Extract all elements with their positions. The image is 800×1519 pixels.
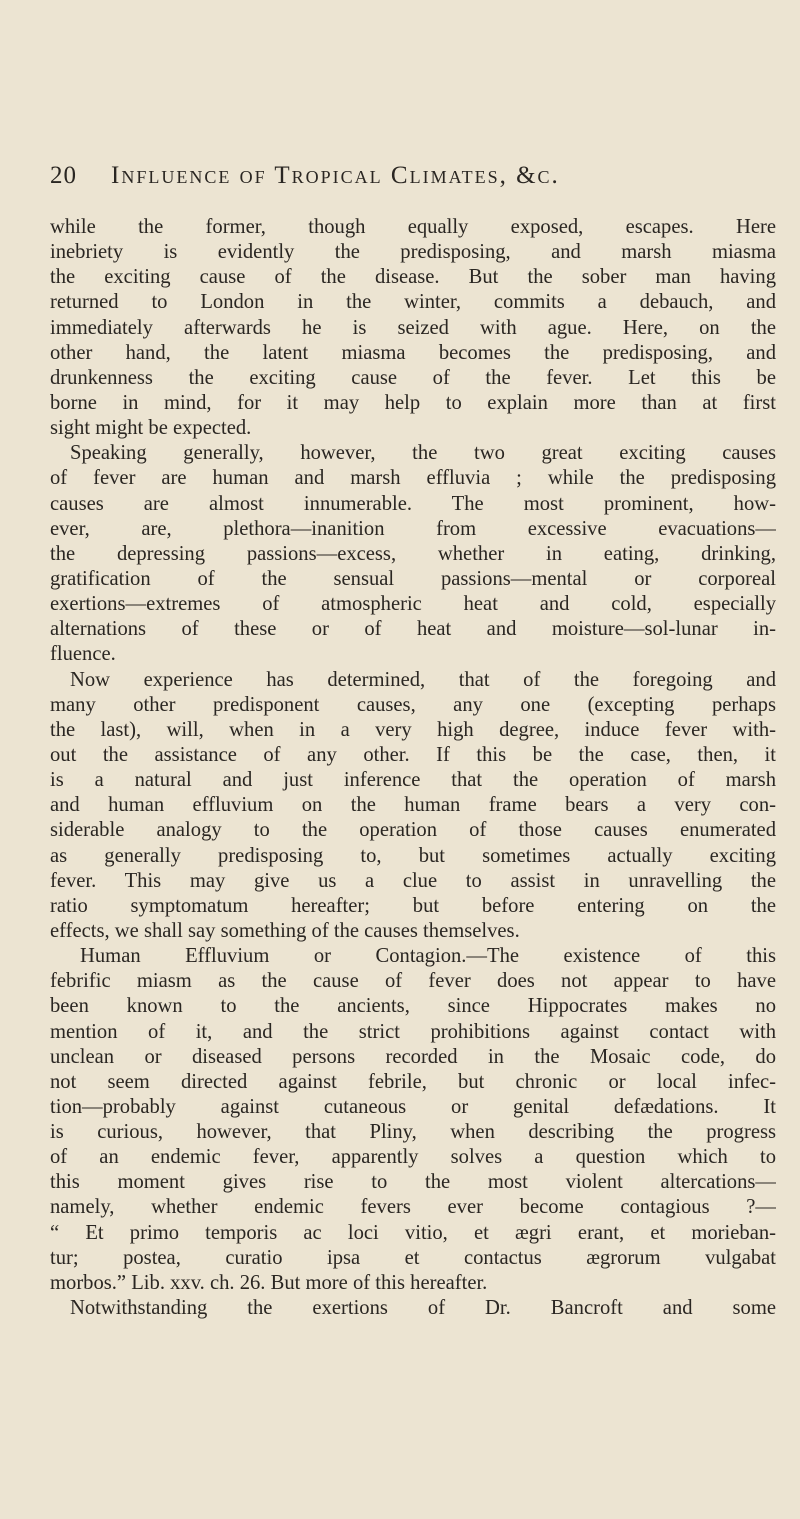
text-line: Now experience has determined, that of the foregoing and	[70, 668, 776, 691]
text-line: ever, are, plethora—inanition from excessive evacuations—	[50, 517, 776, 540]
text-line: many other predisponent causes, any one (excepting perhaps	[50, 693, 776, 716]
text-line: returned to London in the winter, commits a debauch, and	[50, 291, 776, 314]
text-line: mention of it, and the strict prohibitions against contact with	[50, 1020, 776, 1043]
text-line: borne in mind, for it may help to explain more than at first	[50, 391, 776, 414]
text-line: alternations of these or of heat and moisture—sol-lunar in-	[50, 618, 776, 641]
text-line: out the assistance of any other. If this be the case, then, it	[50, 743, 776, 766]
text-line: effects, we shall say something of the causes themselves.	[50, 919, 520, 942]
text-line: sight might be expected.	[50, 417, 252, 440]
text-line: febrific miasm as the cause of fever does not appear to have	[50, 970, 776, 993]
page-number: 20	[50, 162, 77, 189]
text-line: tur; postea, curatio ipsa et contactus ægrorum vulgabat	[50, 1246, 776, 1269]
text-line: not seem directed against febrile, but chronic or local infec-	[50, 1070, 776, 1093]
text-line: namely, whether endemic fevers ever become contagious ?—	[50, 1196, 776, 1219]
text-line: is curious, however, that Pliny, when describing the progress	[50, 1121, 776, 1144]
body-text	[50, 215, 776, 1321]
text-line: exertions—extremes of atmospheric heat and cold, especially	[50, 593, 776, 616]
text-line: unclean or diseased persons recorded in the Mosaic code, do	[50, 1045, 776, 1068]
text-line: the last), will, when in a very high degree, induce fever with-	[50, 718, 776, 741]
text-line: drunkenness the exciting cause of the fever. Let this be	[50, 366, 776, 389]
text-line: as generally predisposing to, but sometimes actually exciting	[50, 844, 776, 867]
text-line: the depressing passions—excess, whether in eating, drinking,	[50, 542, 776, 565]
text-line: fluence.	[50, 643, 116, 666]
text-line: ratio symptomatum hereafter; but before entering on the	[50, 894, 776, 917]
text-line: “ Et primo temporis ac loci vitio, et ægri erant, et morieban-	[50, 1221, 776, 1244]
text-line: siderable analogy to the operation of those causes enumerated	[50, 819, 776, 842]
text-line: Notwithstanding the exertions of Dr. Bancroft and some	[70, 1297, 776, 1320]
text-line: and human effluvium on the human frame bears a very con-	[50, 794, 776, 817]
running-title: Influence of Tropical Climates, &c.	[111, 162, 560, 189]
text-line: of fever are human and marsh effluvia ; while the predisposing	[50, 467, 776, 490]
text-line: Speaking generally, however, the two great exciting causes	[70, 442, 776, 465]
running-head	[50, 162, 776, 194]
text-line: other hand, the latent miasma becomes the predisposing, and	[50, 341, 776, 364]
text-line: morbos.” Lib. xxv. ch. 26. But more of this hereafter.	[50, 1271, 488, 1294]
text-line: while the former, though equally exposed, escapes. Here	[50, 216, 776, 238]
text-line: this moment gives rise to the most violent altercations—	[50, 1171, 776, 1194]
text-line: fever. This may give us a clue to assist in unravelling the	[50, 869, 776, 892]
text-line: inebriety is evidently the predisposing, and marsh miasma	[50, 241, 776, 264]
text-line: gratification of the sensual passions—mental or corporeal	[50, 567, 776, 590]
text-line: the exciting cause of the disease. But the sober man having	[50, 266, 776, 289]
text-line: immediately afterwards he is seized with ague. Here, on the	[50, 316, 776, 339]
text-line: causes are almost innumerable. The most prominent, how-	[50, 492, 776, 515]
text-line: is a natural and just inference that the operation of marsh	[50, 769, 776, 792]
text-line: Human Effluvium or Contagion.—The existence of this	[80, 945, 776, 968]
text-line: of an endemic fever, apparently solves a question which to	[50, 1146, 776, 1169]
text-line: tion—probably against cutaneous or genital defædations. It	[50, 1095, 776, 1118]
text-line: been known to the ancients, since Hippocrates makes no	[50, 995, 776, 1018]
